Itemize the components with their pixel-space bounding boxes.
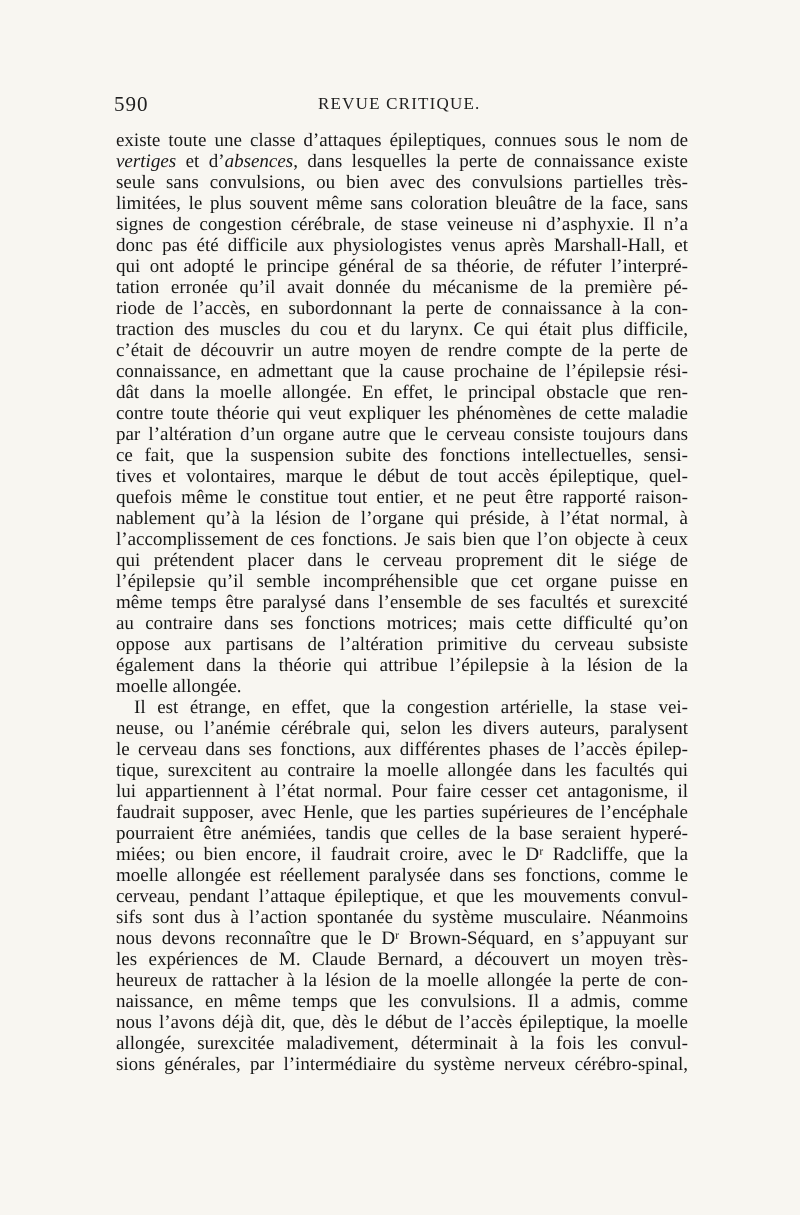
page-number: 590 xyxy=(114,92,149,116)
text-line: connaissance, en admettant que la cause prochaine de l’épilepsie rési- xyxy=(116,361,688,382)
text-line: lui appartiennent à l’état normal. Pour faire cesser cet antagonisme, il xyxy=(116,781,688,802)
text-line: pourraient être anémiées, tandis que celles de la base seraient hyperé- xyxy=(116,823,688,844)
text-line: l’accomplissement de ces fonctions. Je sais bien que l’on objecte à ceux xyxy=(116,529,688,550)
text-line: seule sans convulsions, ou bien avec des convulsions partielles très- xyxy=(116,172,688,193)
text-line: allongée, surexcitée maladivement, déterminait à la fois les convul- xyxy=(116,1033,688,1054)
text-line: au contraire dans ses fonctions motrices; mais cette difficulté qu’on xyxy=(116,613,688,634)
text-line: neuse, ou l’anémie cérébrale qui, selon les divers auteurs, paralysent xyxy=(116,718,688,739)
text-line: faudrait supposer, avec Henle, que les parties supérieures de l’encéphale xyxy=(116,802,688,823)
text-line: limitées, le plus souvent même sans coloration bleuâtre de la face, sans xyxy=(116,193,688,214)
text-line: c’était de découvrir un autre moyen de rendre compte de la perte de xyxy=(116,340,688,361)
text-line: oppose aux partisans de l’altération primitive du cerveau subsiste xyxy=(116,634,688,655)
text-line: qui prétendent placer dans le cerveau proprement dit le siége de xyxy=(116,550,688,571)
text-line: sions générales, par l’intermédiaire du système nerveux cérébro-spinal, xyxy=(116,1054,688,1075)
text-line: sifs sont dus à l’action spontanée du système musculaire. Néanmoins xyxy=(116,907,688,928)
running-header xyxy=(114,92,684,120)
text-line: l’épilepsie qu’il semble incompréhensible que cet organe puisse en xyxy=(116,571,688,592)
body-text xyxy=(116,130,688,1075)
text-line: nous l’avons déjà dit, que, dès le début de l’accès épileptique, la moelle xyxy=(116,1012,688,1033)
text-line: riode de l’accès, en subordonnant la perte de connaissance à la con- xyxy=(116,298,688,319)
text-line: le cerveau dans ses fonctions, aux différentes phases de l’accès épilep- xyxy=(116,739,688,760)
text-line: heureux de rattacher à la lésion de la moelle allongée la perte de con- xyxy=(116,970,688,991)
text-line: également dans la théorie qui attribue l’épilepsie à la lésion de la xyxy=(116,655,688,676)
text-line: qui ont adopté le principe général de sa théorie, de réfuter l’interpré- xyxy=(116,256,688,277)
text-line: vertiges et d’absences, dans lesquelles la perte de connaissance existe xyxy=(116,151,688,172)
running-title: REVUE CRITIQUE. xyxy=(318,94,481,113)
text-line: tives et volontaires, marque le début de tout accès épileptique, quel- xyxy=(116,466,688,487)
italic-term: vertiges xyxy=(116,151,177,172)
paragraph-first-line: Il est étrange, en effet, que la congestion artérielle, la stase vei- xyxy=(134,697,688,718)
text-line: ce fait, que la suspension subite des fonctions intellectuelles, sensi- xyxy=(116,445,688,466)
text-line: les expériences de M. Claude Bernard, a découvert un moyen très- xyxy=(116,949,688,970)
text-line: signes de congestion cérébrale, de stase veineuse ni d’asphyxie. Il n’a xyxy=(116,214,688,235)
text-line: cerveau, pendant l’attaque épileptique, et que les mouvements convul- xyxy=(116,886,688,907)
text-line: existe toute une classe d’attaques épileptiques, connues sous le nom de xyxy=(116,130,688,151)
text-line: miées; ou bien encore, il faudrait croire, avec le Dʳ Radcliffe, que la xyxy=(116,844,688,865)
text-line: par l’altération d’un organe autre que le cerveau consiste toujours dans xyxy=(116,424,688,445)
italic-term: absences xyxy=(224,151,294,172)
text-line: quefois même le constitue tout entier, et ne peut être rapporté raison- xyxy=(116,487,688,508)
text-line: nous devons reconnaître que le Dʳ Brown-Séquard, en s’appuyant sur xyxy=(116,928,688,949)
text-line: traction des muscles du cou et du larynx. Ce qui était plus difficile, xyxy=(116,319,688,340)
text-line: naissance, en même temps que les convulsions. Il a admis, comme xyxy=(116,991,688,1012)
text-line: moelle allongée est réellement paralysée dans ses fonctions, comme le xyxy=(116,865,688,886)
text-line: même temps être paralysé dans l’ensemble de ses facultés et surexcité xyxy=(116,592,688,613)
text-line: dât dans la moelle allongée. En effet, le principal obstacle que ren- xyxy=(116,382,688,403)
text-line: donc pas été difficile aux physiologistes venus après Marshall-Hall, et xyxy=(116,235,688,256)
text-line: contre toute théorie qui veut expliquer les phénomènes de cette maladie xyxy=(116,403,688,424)
text-line: tation erronée qu’il avait donnée du mécanisme de la première pé- xyxy=(116,277,688,298)
text-line: tique, surexcitent au contraire la moelle allongée dans les facultés qui xyxy=(116,760,688,781)
text-line: moelle allongée. xyxy=(116,676,242,697)
text-line: nablement qu’à la lésion de l’organe qui préside, à l’état normal, à xyxy=(116,508,688,529)
